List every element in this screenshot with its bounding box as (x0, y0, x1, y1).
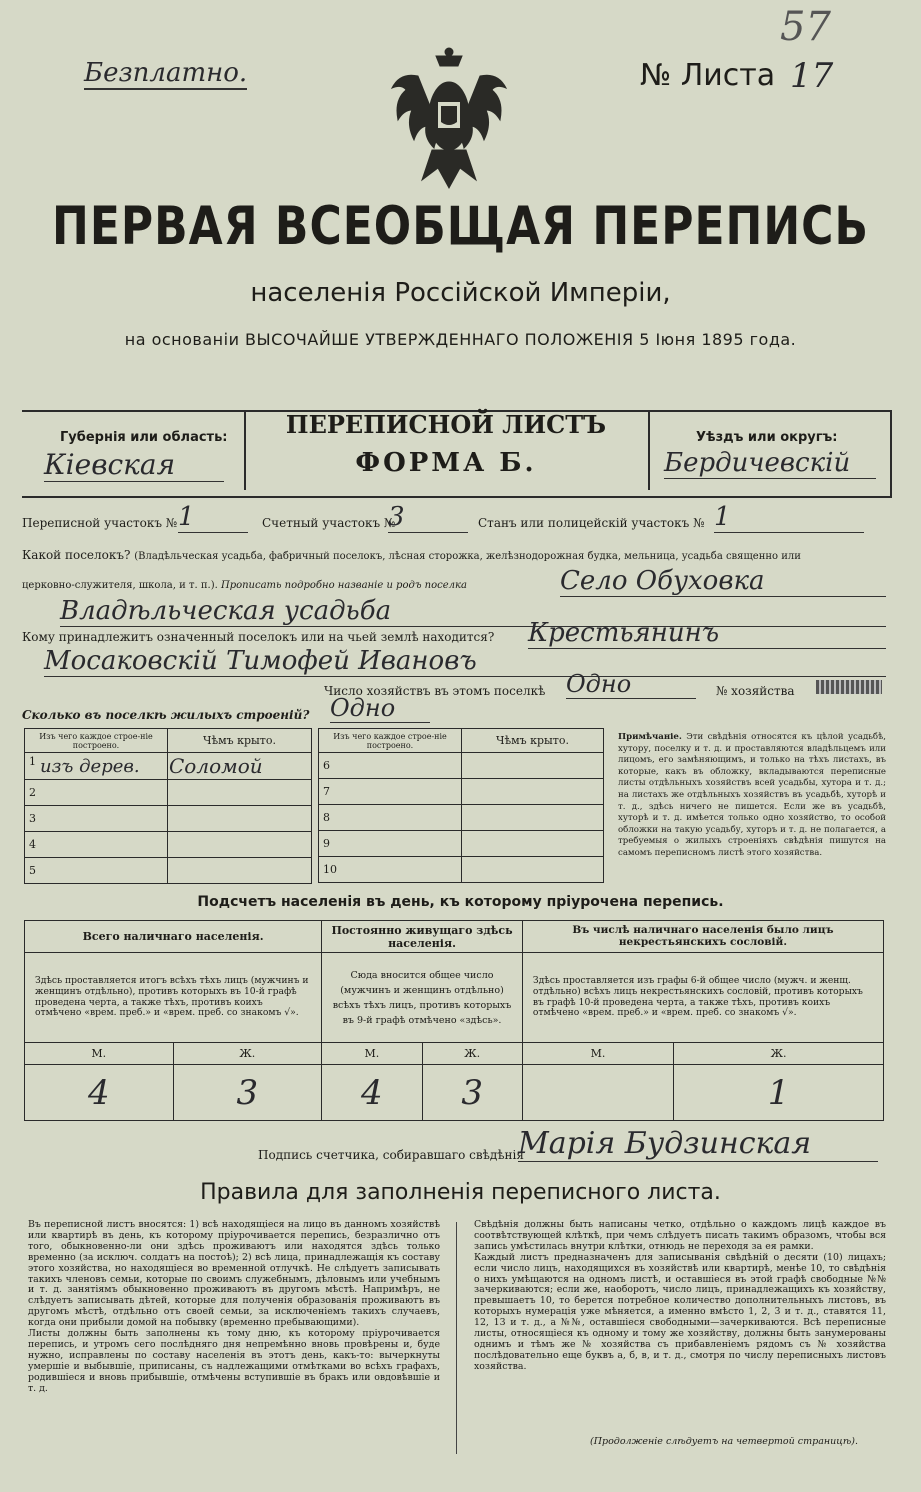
count-precinct-label: Счетный участокъ № (262, 516, 396, 530)
signature-value: Марія Будзинская (518, 1126, 878, 1162)
nonpeasant-m-value (522, 1065, 673, 1121)
sheet-number-label: № Листа (640, 58, 776, 93)
row-roof (462, 831, 604, 857)
table-row (25, 753, 312, 780)
row-number: 2 (25, 780, 168, 806)
household-number-label: № хозяйства (716, 684, 795, 698)
page-subtitle: населенія Россійской Имперіи, (250, 278, 671, 308)
row-number: 9 (319, 831, 462, 857)
household-number-scribble (816, 680, 882, 694)
table-row (319, 805, 604, 831)
nonpeasant-f-header: Ж. (674, 1043, 884, 1065)
free-label: Безплатно. (84, 58, 248, 88)
row-cell (25, 753, 168, 780)
rules-continued: (Продолженіе слѣдуетъ на четвертой страницѣ). (590, 1436, 858, 1447)
households-label: Число хозяйствъ въ этомъ поселкѣ (324, 684, 546, 698)
settlement-hint-2: церковно-служителя, школа, и т. п.). (22, 580, 218, 591)
present-m-value: 4 (25, 1065, 174, 1121)
stan-label: Станъ или полицейскій участокъ № (478, 516, 705, 530)
count-precinct-value: 3 (388, 502, 468, 533)
rules-right-column: Свѣдѣнія должны быть написаны четко, отдѣльно о каждомъ лицѣ каждое въ соотвѣтствующей клѣткѣ, при чемъ слѣдуетъ писать такимъ образомъ, чтобы вся запись умѣстилась внутри клѣтки, отнюдь не переходя за ея рамки. Каждый листъ предназначенъ для записыванія свѣдѣній о десяти (10) лицахъ; если число лицъ, находящихся въ хозяйствѣ или квартирѣ, менѣе 10, то свѣдѣнія о нихъ умѣщаются на одномъ листѣ, и оставшіеся въ этой графѣ свободные №№ зачеркиваются; если же, наоборотъ, число лицъ, принадлежащихъ къ хозяйству, превышаетъ 10, то берется потребное количество дополнительныхъ листовъ, въ которыхъ нумерація уже мѣняется, а именно вмѣсто 1, 2, 3 и т. д., ставятся 11, 12, 13 и т. д., а №№, оставшіеся свободными—зачеркиваются. Всѣ переписные листы, относящіеся къ одному и тому же хозяйству, должны быть занумерованы однимъ и тѣмъ же № хозяйства съ прибавленіемъ рядомъ съ № хозяйства послѣдовательно еще буквъ а, б, в, и т. д., смотря по числу переписныхъ листовъ хозяйства. (474, 1219, 886, 1372)
table-row (319, 857, 604, 883)
row-roof: Соломой (168, 753, 312, 780)
row-roof (462, 857, 604, 883)
row-roof (168, 858, 312, 884)
nonpeasant-f-value: 1 (674, 1065, 884, 1121)
uezd-value: Бердичевскій (664, 448, 876, 479)
row-number: 4 (25, 832, 168, 858)
basis-line: на основаніи ВЫСОЧАЙШЕ УТВЕРЖДЕННАГО ПОЛОЖЕНІЯ 5 Іюня 1895 года. (124, 330, 797, 349)
present-text: Здѣсь проставляется итогъ всѣхъ тѣхъ лицъ (мужчинъ и женщинъ отдѣльно), противъ которыхъ въ 10-й графѣ проведена черта, а также тѣхъ, противъ коихъ отмѣчено «врем. преб.» и «врем. преб. со знакомъ √». (25, 953, 322, 1043)
owner-value-1: Крестьянинъ (528, 618, 886, 649)
buildings-table-left (24, 728, 312, 884)
signature-label: Подпись счетчика, собиравшаго свѣдѣнія (258, 1148, 524, 1162)
row-roof (168, 780, 312, 806)
settlement-hint: (Владѣльческая усадьба, фабричный поселокъ, лѣсная сторожка, желѣзнодорожная будка, мельница, усадьба священно или (134, 551, 801, 562)
settlement-question-text: Какой поселокъ? (22, 548, 131, 562)
gubernia-value: Кіевская (44, 448, 224, 482)
tally-title: Подсчетъ населенія въ день, къ которому пріурочена перепись. (197, 894, 724, 910)
page-title: ПЕРВАЯ ВСЕОБЩАЯ ПЕРЕПИСЬ (52, 196, 869, 258)
nonpeasant-m-header: М. (522, 1043, 673, 1065)
row-roof (462, 753, 604, 779)
buildings-label: Сколько въ поселкѣ жилыхъ строеній? (22, 708, 310, 722)
table-row (319, 831, 604, 857)
table-row (319, 753, 604, 779)
table-row (25, 806, 312, 832)
present-f-value: 3 (173, 1065, 322, 1121)
row-number: 5 (25, 858, 168, 884)
settlement-value-2: Владѣльческая усадьба (60, 596, 886, 627)
permanent-f-header: Ж. (422, 1043, 522, 1065)
buildings-value: Одно (330, 694, 430, 723)
form-title: ПЕРЕПИСНОЙ ЛИСТЪ (285, 410, 607, 439)
roof-header: Чѣмъ крыто. (168, 729, 312, 753)
row-number: 10 (319, 857, 462, 883)
material-header: Изъ чего каждое строе-ніе построено. (319, 729, 462, 753)
row-roof (462, 779, 604, 805)
roof-header: Чѣмъ крыто. (462, 729, 604, 753)
row-roof (168, 806, 312, 832)
row-number: 1 (29, 755, 36, 768)
present-m-header: М. (25, 1043, 174, 1065)
sheet-number-value: 17 (790, 56, 834, 96)
stan-value: 1 (714, 502, 864, 533)
row-number: 3 (25, 806, 168, 832)
form-letter: ФОРМА Б. (355, 448, 537, 478)
settlement-value-1: Село Обуховка (560, 566, 886, 597)
owner-value-2: Мосаковскій Тимофей Ивановъ (44, 646, 886, 677)
row-number: 7 (319, 779, 462, 805)
census-precinct-label: Переписной участокъ № (22, 516, 178, 530)
census-precinct-value: 1 (178, 502, 248, 533)
table-row (25, 858, 312, 884)
table-row (319, 779, 604, 805)
gubernia-label: Губернія или область: (60, 430, 228, 445)
row-roof (168, 832, 312, 858)
tally-table (24, 920, 884, 1121)
permanent-f-value: 3 (422, 1065, 522, 1121)
table-row (25, 780, 312, 806)
row-number: 8 (319, 805, 462, 831)
nonpeasant-text: Здѣсь проставляется изъ графы 6-й общее число (мужч. и женщ. отдѣльно) всѣхъ лицъ некрестьянскихъ сословій, противъ которыхъ въ графѣ 10-й проведена черта, а также тѣхъ, противъ коихъ отмѣчено «врем. преб.» и «врем. преб. со знакомъ √». (522, 953, 883, 1043)
settlement-question (22, 548, 892, 562)
material-header: Изъ чего каждое строе-ніе построено. (25, 729, 168, 753)
note-text: Эти свѣдѣнія относятся къ цѣлой усадьбѣ, хутору, поселку и т. д. и проставляются владѣльцемъ или лицомъ, его замѣняющимъ, и только на тѣхъ листахъ, въ которые, какъ въ обложку, вкладываются переписные листы отдѣльныхъ хозяйствъ всей усадьбы, хутора и т. д.; на листахъ же отдѣльныхъ хозяйствъ въ усадьбѣ, хуторѣ и т. д., здѣсь ничего не пишется. Если же въ усадьбѣ, хуторѣ и т. д. имѣется только одно хозяйство, то особой обложки на такую усадьбу, хуторъ и т. д. не полагается, а требуемыя о жилыхъ строеніяхъ свѣдѣнія пишутся на самомъ переписномъ листѣ этого хозяйства. (618, 732, 887, 858)
rules-title: Правила для заполненія переписного листа. (200, 1180, 721, 1205)
permanent-header: Постоянно живущаго здѣсь населенія. (322, 921, 523, 953)
note-title: Примѣчаніе. (618, 732, 682, 742)
row-roof (462, 805, 604, 831)
row-material: изъ дерев. (40, 755, 140, 777)
present-header: Всего наличнаго населенія. (25, 921, 322, 953)
row-number: 6 (319, 753, 462, 779)
households-value: Одно (566, 670, 696, 699)
rules-left-column: Въ переписной листъ вносятся: 1) всѣ находящіеся на лицо въ данномъ хозяйствѣ или квартирѣ въ день, къ которому пріурочивается перепись, безразлично отъ того, обыкновенно-ли они здѣсь проживаютъ или находятся здѣсь только временно (за исключ. солдатъ на постоѣ); 2) всѣ лица, принадлежащія къ составу этого хозяйства, но находящіеся во временной отлучкѣ. Не слѣдуетъ записывать такихъ членовъ семьи, которые по своимъ служебнымъ, дѣловымъ или учебнымъ и т. д. занятіямъ обыкновенно проживаютъ въ другомъ мѣстѣ. Напримѣръ, не слѣдуетъ записывать дѣтей, которые для полученія образованія проживаютъ въ другомъ мѣстѣ, отдѣльно отъ своей семьи, за исключеніемъ такихъ случаевъ, когда они прибыли домой на побывку (временно пребывающими). Листы должны быть заполнены къ тому дню, къ которому пріурочивается перепись, и утромъ сего послѣдняго дня непремѣнно вновь провѣрены и, буде нужно, исправлены по составу населенія въ этотъ день, какъ-то: вычеркнуты умершіе и выбывшіе, приписаны, съ надлежащими отмѣтками во всѣхъ графахъ, родившіеся и вновь прибывшіе, отмѣчены вступившіе въ бракъ или овдовѣвшіе и т. д. (28, 1219, 440, 1394)
permanent-m-header: М. (322, 1043, 422, 1065)
permanent-m-value: 4 (322, 1065, 422, 1121)
rules-divider (456, 1222, 457, 1454)
buildings-note (618, 732, 886, 860)
table-row (25, 832, 312, 858)
owner-question: Кому принадлежитъ означенный поселокъ или на чьей землѣ находится? (22, 630, 495, 644)
corner-mark: 57 (780, 4, 831, 50)
present-f-header: Ж. (173, 1043, 322, 1065)
settlement-instruction: Прописать подробно названіе и родъ поселка (220, 580, 467, 591)
uezd-label: Уѣздъ или округъ: (696, 430, 838, 445)
double-headed-eagle-icon (388, 46, 510, 196)
nonpeasant-header: Въ числѣ наличнаго населенія было лицъ некрестьянскихъ сословій. (522, 921, 883, 953)
permanent-text: Сюда вносится общее число (мужчинъ и женщинъ отдѣльно) всѣхъ тѣхъ лицъ, противъ которыхъ въ 9-й графѣ отмѣчено «здѣсь». (322, 953, 523, 1043)
buildings-table-right (318, 728, 604, 883)
